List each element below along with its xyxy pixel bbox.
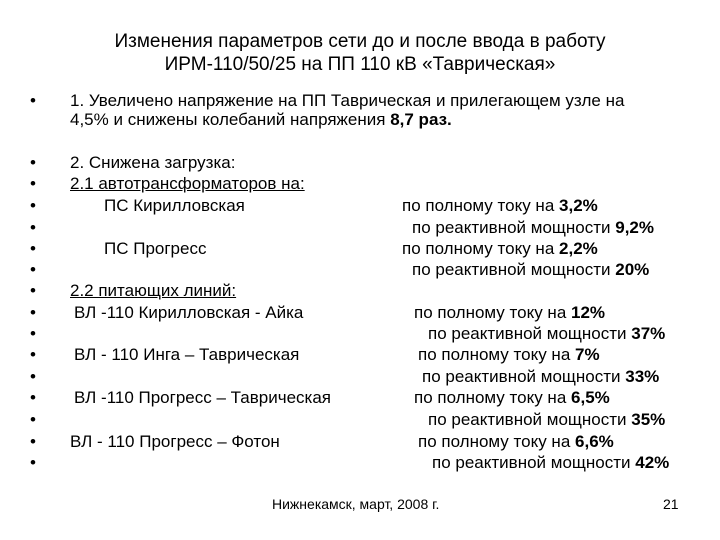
bullet: • bbox=[30, 153, 36, 172]
metric-label: по реактивной мощности bbox=[432, 453, 636, 472]
list-item bbox=[0, 302, 720, 324]
list-item bbox=[0, 344, 720, 366]
fluctuation-reduction-value: 8,7 раз. bbox=[390, 110, 452, 129]
item-right-value bbox=[418, 344, 600, 366]
bullet: • bbox=[30, 91, 36, 110]
metric-label: по полному току на bbox=[414, 388, 572, 407]
list-item bbox=[0, 323, 720, 345]
list-item-continuation bbox=[0, 109, 720, 131]
subsection-supply-lines: 2.2 питающих линий: bbox=[70, 281, 237, 300]
list-item bbox=[0, 387, 720, 409]
bullet: • bbox=[30, 281, 36, 300]
item-right-value bbox=[412, 217, 654, 239]
item-left-label: ВЛ - 110 Инга – Таврическая bbox=[74, 345, 300, 364]
metric-label: по реактивной мощности bbox=[428, 324, 632, 343]
point-1-line-1: 1. Увеличено напряжение на ПП Таврическая и прилегающем узле на bbox=[70, 91, 625, 110]
metric-value: 20% bbox=[615, 260, 650, 279]
item-left-label: ПС Кирилловская bbox=[104, 196, 245, 215]
metric-label: по полному току на bbox=[418, 432, 576, 451]
voltage-increase-value: 4,5% bbox=[70, 110, 109, 129]
item-right-value bbox=[432, 452, 669, 474]
bullet: • bbox=[30, 453, 36, 472]
item-left-label: ПС Прогресс bbox=[104, 239, 207, 258]
bullet: • bbox=[30, 410, 36, 429]
subsection-autotransformers: 2.1 автотрансформаторов на: bbox=[70, 174, 305, 193]
list-item bbox=[0, 173, 720, 195]
bullet: • bbox=[30, 239, 36, 258]
item-right-value bbox=[428, 409, 665, 431]
bullet: • bbox=[30, 218, 36, 237]
metric-value: 6,5% bbox=[571, 388, 610, 407]
bullet: • bbox=[30, 303, 36, 322]
bullet: • bbox=[30, 196, 36, 215]
metric-value: 12% bbox=[571, 303, 606, 322]
metric-value: 3,2% bbox=[559, 196, 598, 215]
bullet: • bbox=[30, 345, 36, 364]
list-item bbox=[0, 259, 720, 281]
bullet: • bbox=[30, 367, 36, 386]
page-number: 21 bbox=[663, 496, 679, 512]
metric-value: 9,2% bbox=[615, 218, 654, 237]
list-item bbox=[0, 195, 720, 217]
item-right-value bbox=[428, 323, 665, 345]
bullet: • bbox=[30, 174, 36, 193]
metric-value: 6,6% bbox=[575, 432, 614, 451]
metric-label: по полному току на bbox=[402, 239, 560, 258]
metric-value: 37% bbox=[631, 324, 666, 343]
list-item bbox=[0, 431, 720, 453]
list-item bbox=[0, 152, 720, 174]
footer-location-date: Нижнекамск, март, 2008 г. bbox=[272, 496, 440, 512]
metric-label: по реактивной мощности bbox=[428, 410, 632, 429]
bullet: • bbox=[30, 432, 36, 451]
metric-value: 35% bbox=[631, 410, 666, 429]
list-item bbox=[0, 217, 720, 239]
metric-value: 2,2% bbox=[559, 239, 598, 258]
item-right-value bbox=[402, 238, 598, 260]
item-left-label: ВЛ - 110 Прогресс – Фотон bbox=[70, 432, 280, 451]
slide-title-line-2: ИРМ-110/50/25 на ПП 110 кВ «Таврическая» bbox=[164, 54, 556, 75]
bullet: • bbox=[30, 260, 36, 279]
item-right-value bbox=[418, 431, 614, 453]
point-1-mid-text: и снижены колебаний напряжения bbox=[108, 110, 391, 129]
item-left-label: ВЛ -110 Кирилловская - Айка bbox=[74, 303, 304, 322]
bullet: • bbox=[30, 324, 36, 343]
item-right-value bbox=[414, 387, 610, 409]
metric-value: 7% bbox=[575, 345, 600, 364]
slide-title bbox=[0, 30, 720, 76]
point-2-heading: 2. Снижена загрузка: bbox=[70, 153, 236, 172]
metric-label: по полному току на bbox=[418, 345, 576, 364]
metric-label: по реактивной мощности bbox=[422, 367, 626, 386]
item-right-value bbox=[412, 259, 649, 281]
metric-value: 33% bbox=[625, 367, 660, 386]
list-item bbox=[0, 366, 720, 388]
item-left-label: ВЛ -110 Прогресс – Таврическая bbox=[74, 388, 331, 407]
metric-label: по реактивной мощности bbox=[412, 218, 616, 237]
list-item bbox=[0, 409, 720, 431]
list-item bbox=[0, 452, 720, 474]
item-right-value bbox=[402, 195, 598, 217]
slide-title-line-1: Изменения параметров сети до и после ввода в работу bbox=[114, 31, 606, 52]
point-1-line-2 bbox=[70, 109, 452, 131]
metric-value: 42% bbox=[635, 453, 670, 472]
metric-label: по полному току на bbox=[414, 303, 572, 322]
metric-label: по полному току на bbox=[402, 196, 560, 215]
list-item bbox=[0, 280, 720, 302]
list-item bbox=[0, 238, 720, 260]
metric-label: по реактивной мощности bbox=[412, 260, 616, 279]
item-right-value bbox=[422, 366, 659, 388]
item-right-value bbox=[414, 302, 605, 324]
bullet: • bbox=[30, 388, 36, 407]
